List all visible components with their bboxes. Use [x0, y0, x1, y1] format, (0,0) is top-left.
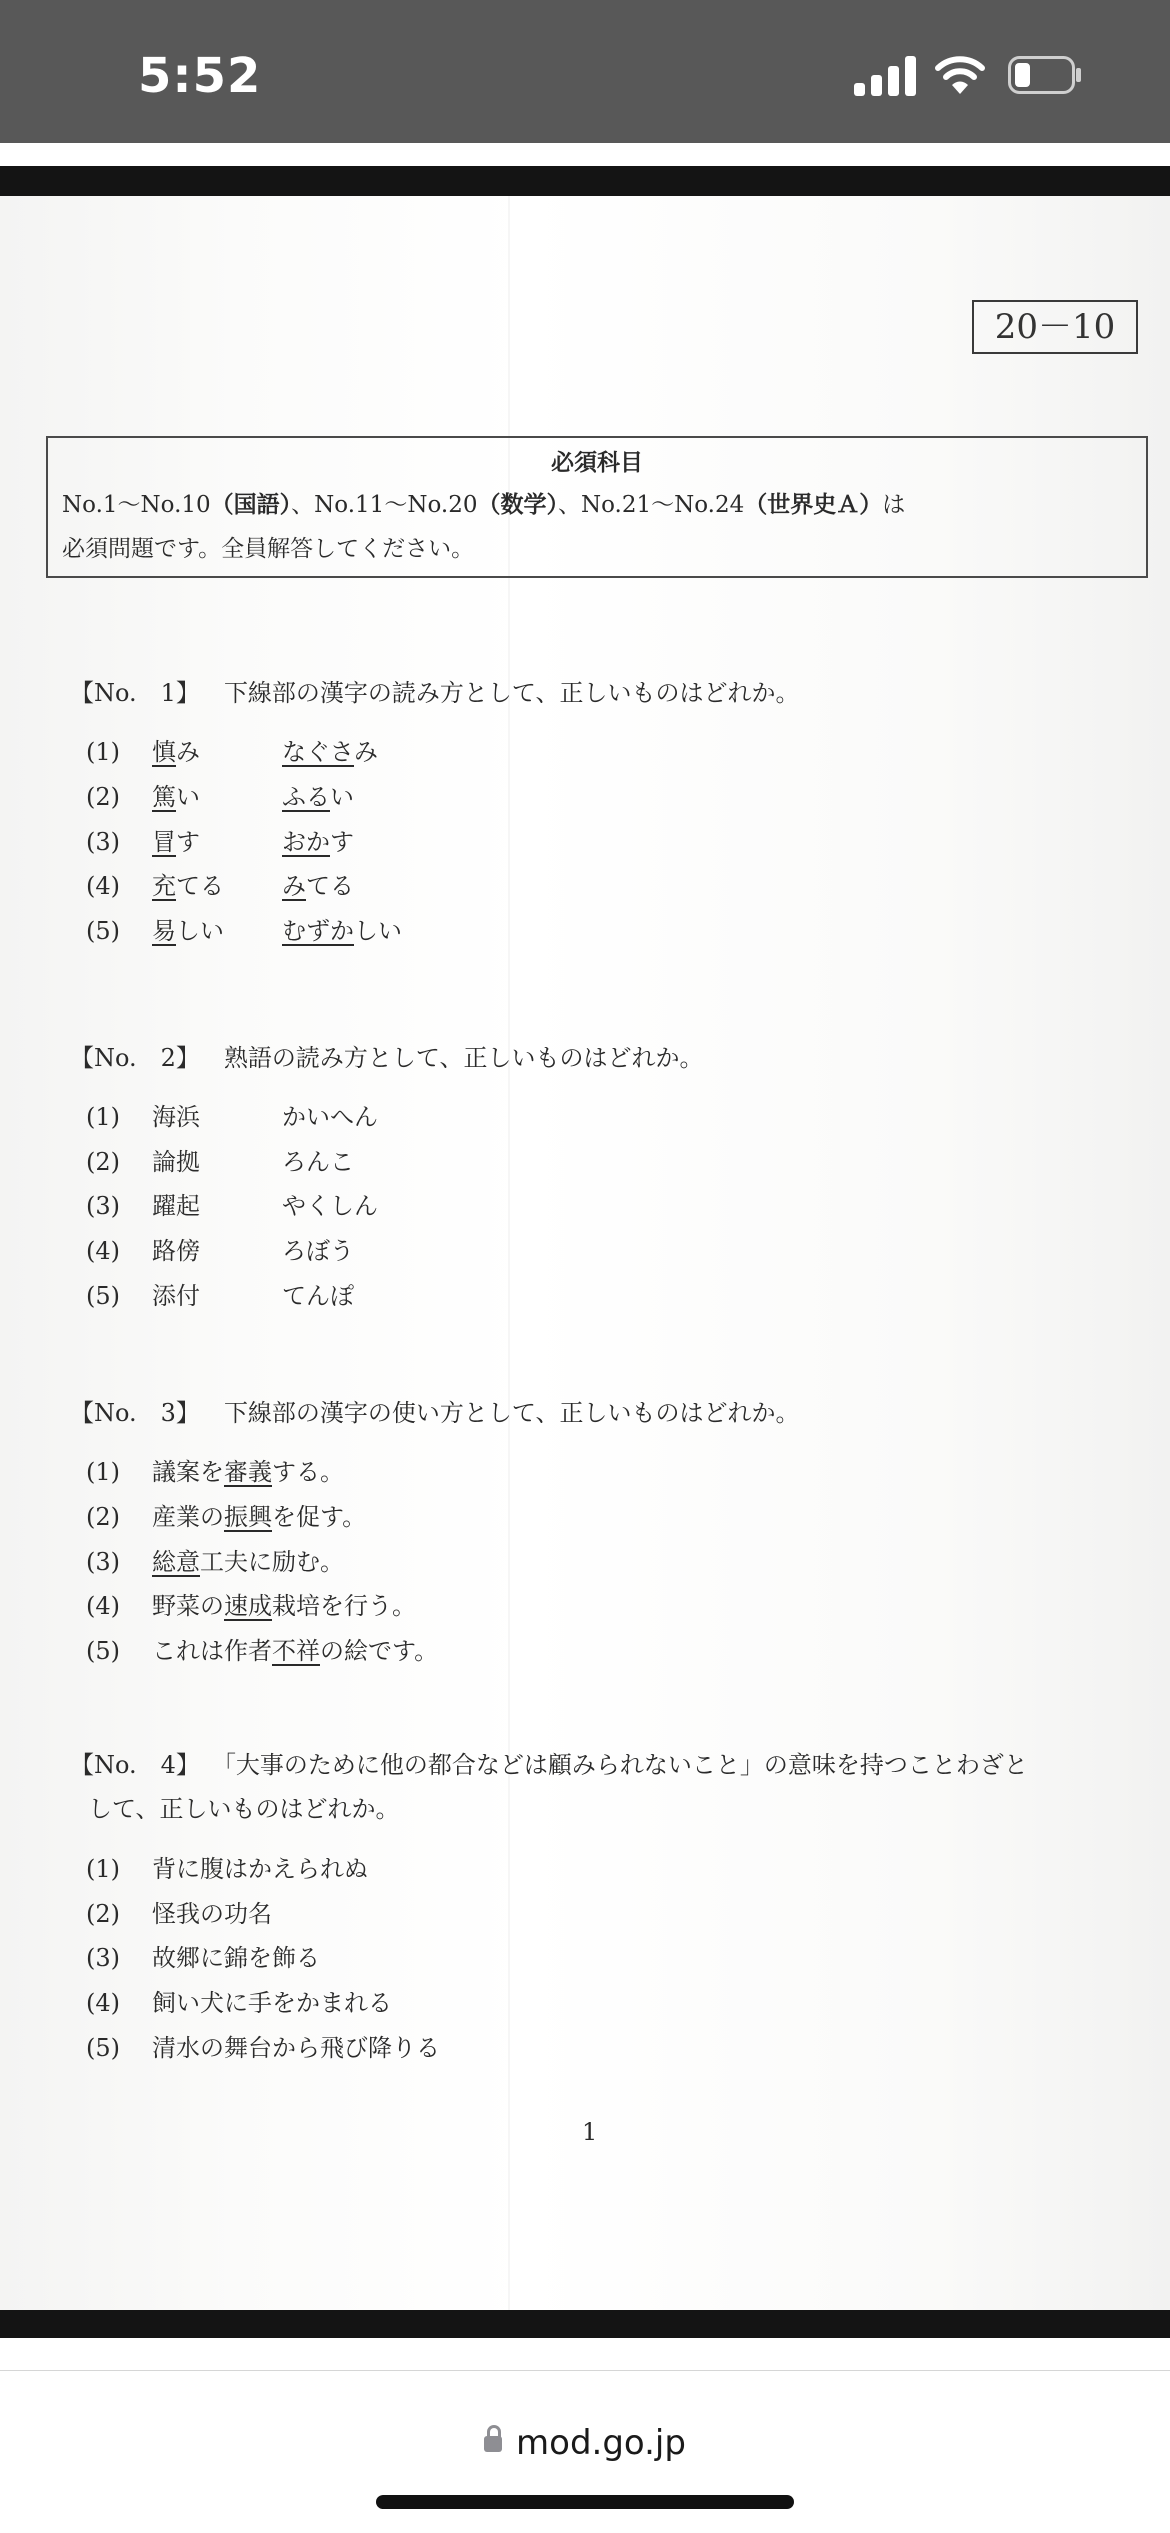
option-sentence-segment: 栽培を行う。: [272, 1592, 416, 1621]
option-reading-underlined-segment: なぐさ: [282, 738, 354, 766]
question-text: 「大事のために他の都合などは顧みられないこと」の意味を持つことわざと: [223, 1750, 1028, 1779]
option-kanji-underlined-segment: 充: [152, 872, 176, 901]
option-2-5: [86, 1276, 354, 1311]
option-reading-segment: てる: [306, 872, 354, 901]
status-time: 5:52: [138, 48, 262, 104]
option-4-3: [86, 1938, 320, 1973]
option-number: (2): [86, 1502, 120, 1531]
option-number: (2): [86, 1899, 120, 1928]
option-kanji: [152, 777, 282, 812]
scan-edge-top: [0, 166, 1170, 196]
option-sentence-underlined-segment: 総意: [152, 1547, 200, 1576]
option-kanji-segment: み: [176, 738, 200, 766]
option-reading: [282, 1237, 354, 1265]
option-kanji-segment: 海浜: [152, 1102, 200, 1131]
option-4-1: [86, 1849, 368, 1884]
option-reading-segment: しい: [354, 917, 402, 946]
option-sentence-segment: を促す。: [272, 1502, 367, 1531]
option-kanji: [152, 1142, 282, 1177]
option-sentence: [152, 1503, 366, 1531]
required-line-1-segment: No.1〜No.10: [62, 492, 211, 518]
option-kanji-segment: 躍起: [152, 1192, 200, 1221]
option-number: (4): [86, 872, 120, 901]
option-reading: [282, 783, 354, 811]
option-4-4: [86, 1983, 392, 2018]
option-reading-segment: かいへん: [282, 1102, 378, 1131]
option-sentence: [152, 2034, 440, 2062]
option-sentence-segment: 背に腹はかえられぬ: [152, 1854, 368, 1883]
option-number: (4): [86, 1237, 120, 1266]
option-2-3: [86, 1186, 378, 1221]
option-reading-segment: ろんこ: [282, 1147, 354, 1176]
option-number: (3): [86, 1547, 120, 1576]
option-sentence: [152, 1458, 344, 1486]
option-sentence-segment: 野菜の: [152, 1592, 224, 1621]
option-2-2: [86, 1142, 354, 1177]
option-kanji: [152, 822, 282, 857]
url-text: mod.go.jp: [516, 2423, 686, 2463]
option-kanji: [152, 732, 282, 767]
option-sentence-segment: これは作者: [152, 1637, 272, 1666]
option-sentence-segment: 産業の: [152, 1502, 224, 1531]
question-2: [70, 1038, 703, 1073]
question-label: 【No. 1】: [70, 678, 200, 707]
option-reading: [282, 1103, 378, 1131]
option-number: (2): [86, 1147, 120, 1176]
option-sentence-underlined-segment: 審義: [224, 1458, 272, 1486]
option-number: (1): [86, 738, 120, 766]
option-reading-underlined-segment: ふる: [282, 782, 330, 811]
option-kanji: [152, 1276, 282, 1311]
option-sentence: [152, 1900, 272, 1928]
document-page: [0, 196, 1170, 2310]
signal-icon: [854, 56, 916, 96]
option-sentence-segment: する。: [272, 1458, 344, 1486]
option-1-2: [86, 777, 354, 812]
option-number: (5): [86, 917, 120, 946]
option-reading-segment: てんぽ: [282, 1282, 354, 1310]
option-1-5: [86, 911, 402, 946]
question-text: 熟語の読み方として、正しいものはどれか。: [223, 1043, 704, 1072]
option-3-5: [86, 1631, 438, 1666]
option-sentence-segment: 飼い犬に手をかまれる: [152, 1989, 392, 2018]
option-reading-segment: み: [354, 738, 378, 766]
required-line-1-segment: 、No.21〜No.24: [557, 492, 745, 518]
question-4: [70, 1745, 1028, 1780]
option-number: (1): [86, 1102, 120, 1131]
scan-edge-bottom: [0, 2310, 1170, 2338]
option-reading: [282, 1148, 354, 1176]
required-subjects-box: [46, 436, 1148, 578]
option-sentence-underlined-segment: 不祥: [272, 1637, 320, 1666]
required-line-1-segment: （数学）: [477, 492, 558, 518]
option-reading-underlined-segment: むずか: [282, 917, 354, 946]
battery-icon: [1008, 56, 1082, 94]
question-text-continued: して、正しいものはどれか。: [88, 1794, 400, 1823]
option-reading-segment: やくしん: [282, 1192, 378, 1221]
option-sentence: [152, 1944, 320, 1972]
option-sentence-segment: 故郷に錦を飾る: [152, 1944, 320, 1973]
option-reading-underlined-segment: おか: [282, 827, 330, 856]
option-number: (2): [86, 782, 120, 811]
option-sentence-underlined-segment: 振興: [224, 1502, 272, 1531]
question-label: 【No. 3】: [70, 1398, 200, 1427]
option-number: (4): [86, 1989, 120, 2018]
option-kanji-underlined-segment: 冒: [152, 827, 176, 856]
required-line-1: [62, 486, 905, 519]
option-reading: [282, 872, 354, 900]
option-sentence: [152, 1855, 368, 1883]
option-kanji-segment: 論拠: [152, 1147, 200, 1176]
option-kanji-segment: 添付: [152, 1282, 200, 1310]
required-line-1-segment: は: [882, 492, 906, 518]
option-sentence-underlined-segment: 速成: [224, 1592, 272, 1621]
option-kanji-segment: てる: [176, 872, 224, 901]
option-sentence: [152, 1989, 392, 2017]
required-line-1-segment: 、No.11〜No.20: [291, 492, 478, 518]
option-sentence: [152, 1592, 416, 1620]
question-1: [70, 673, 799, 708]
option-3-3: [86, 1542, 344, 1577]
option-reading: [282, 738, 378, 766]
question-label: 【No. 2】: [70, 1043, 200, 1072]
option-2-4: [86, 1231, 354, 1266]
option-number: (5): [86, 1637, 120, 1666]
option-number: (3): [86, 827, 120, 856]
status-bar: [0, 0, 1170, 143]
option-1-4: [86, 866, 354, 901]
option-kanji-segment: い: [176, 782, 200, 811]
option-reading-segment: ろぼう: [282, 1237, 354, 1266]
option-kanji-underlined-segment: 篤: [152, 782, 176, 811]
option-number: (4): [86, 1592, 120, 1621]
option-kanji-segment: しい: [176, 917, 224, 946]
question-text: 下線部の漢字の使い方として、正しいものはどれか。: [223, 1398, 800, 1427]
option-kanji-segment: 路傍: [152, 1237, 200, 1266]
option-sentence: [152, 1548, 344, 1576]
option-kanji: [152, 911, 282, 946]
option-sentence-segment: 清水の舞台から飛び降りる: [152, 2034, 440, 2062]
question-3: [70, 1393, 799, 1428]
home-indicator[interactable]: [376, 2495, 794, 2509]
option-reading: [282, 1192, 378, 1220]
option-sentence-segment: 怪我の功名: [152, 1899, 272, 1928]
option-number: (1): [86, 1854, 120, 1883]
option-reading: [282, 1282, 354, 1310]
option-number: (1): [86, 1458, 120, 1486]
option-kanji: [152, 1231, 282, 1266]
option-reading: [282, 828, 354, 856]
required-line-2: 必須問題です。全員解答してください。: [62, 536, 475, 562]
required-line-1-segment: （世界史Ａ）: [744, 492, 883, 518]
option-number: (3): [86, 1192, 120, 1221]
option-1-1: [86, 732, 378, 767]
option-1-3: [86, 822, 354, 857]
page-number: 1: [582, 2118, 598, 2146]
option-3-4: [86, 1586, 416, 1621]
option-sentence: [152, 1637, 438, 1665]
option-4-5: [86, 2028, 440, 2063]
lock-icon: [484, 2436, 502, 2452]
option-3-1: [86, 1452, 344, 1487]
option-number: (5): [86, 1282, 120, 1310]
option-number: (3): [86, 1944, 120, 1973]
option-sentence-segment: の絵です。: [320, 1637, 439, 1666]
wifi-icon: [934, 54, 986, 96]
option-reading-segment: い: [330, 782, 354, 811]
option-2-1: [86, 1097, 378, 1132]
option-sentence-segment: 工夫に励む。: [200, 1547, 344, 1576]
exam-code-box: 20－10: [972, 300, 1138, 354]
address-bar[interactable]: [0, 2423, 1170, 2463]
option-sentence-segment: 議案を: [152, 1458, 224, 1486]
option-4-2: [86, 1894, 272, 1929]
option-number: (5): [86, 2034, 120, 2062]
option-kanji-underlined-segment: 慎: [152, 738, 176, 766]
option-kanji: [152, 866, 282, 901]
question-text: 下線部の漢字の読み方として、正しいものはどれか。: [223, 678, 800, 707]
option-reading: [282, 917, 402, 945]
option-kanji: [152, 1186, 282, 1221]
question-label: 【No. 4】: [70, 1750, 200, 1779]
option-reading-underlined-segment: み: [282, 872, 306, 901]
option-3-2: [86, 1497, 366, 1532]
option-kanji: [152, 1097, 282, 1132]
required-title: 必須科目: [551, 450, 643, 476]
option-kanji-segment: す: [176, 827, 200, 856]
option-kanji-underlined-segment: 易: [152, 917, 176, 946]
option-reading-segment: す: [330, 827, 354, 856]
required-line-1-segment: （国語）: [210, 492, 292, 518]
